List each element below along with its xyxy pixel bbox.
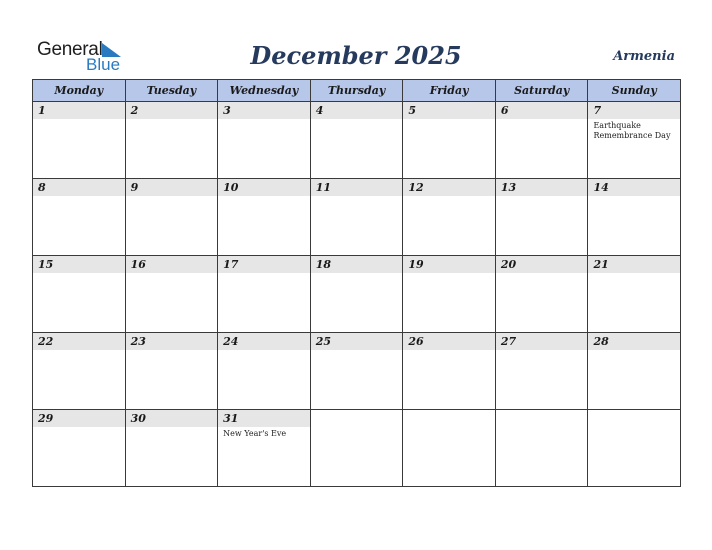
calendar-day-cell [588,179,680,255]
calendar-week-row [33,256,680,333]
calendar-day-cell [588,333,680,409]
weekday-header: Saturday [496,80,589,101]
day-number: 19 [403,256,495,273]
day-number: 29 [33,410,125,427]
day-number: 11 [311,179,403,196]
holiday-label [403,119,495,121]
day-number: 8 [33,179,125,196]
day-number: 20 [496,256,588,273]
calendar-day-cell [496,102,589,178]
calendar-day-cell [126,333,219,409]
weekday-header: Sunday [611,84,657,97]
day-number: 14 [588,179,680,196]
holiday-label [403,427,495,429]
calendar-day-cell [126,179,219,255]
calendar-day-cell [403,179,496,255]
calendar-day-cell [311,256,404,332]
calendar-day-cell [403,410,496,486]
calendar-day-cell [588,256,680,332]
calendar-day-cell [403,333,496,409]
day-number [403,410,495,427]
holiday-label [496,196,588,198]
holiday-label [403,196,495,198]
day-number: 16 [126,256,218,273]
holiday-label [496,427,588,429]
holiday-label [126,119,218,121]
calendar-title: December 2025 [250,41,462,70]
day-number [311,410,403,427]
calendar-day-cell [33,256,126,332]
holiday-label [126,196,218,198]
day-number: 2 [126,102,218,119]
calendar-day-cell [33,333,126,409]
day-number [588,410,680,427]
day-number [496,410,588,427]
calendar-day-cell [218,333,311,409]
day-number: 13 [496,179,588,196]
holiday-label [311,427,403,429]
calendar-day-cell [496,256,589,332]
calendar-day-cell [126,256,219,332]
calendar-day-cell [218,410,311,486]
holiday-label [311,119,403,121]
day-number: 22 [33,333,125,350]
day-number: 5 [403,102,495,119]
holiday-label [126,273,218,275]
weekday-header-row [33,80,680,102]
calendar-day-cell [311,410,404,486]
day-number: 27 [496,333,588,350]
holiday-label [33,119,125,121]
weekday-header: Monday [33,80,126,101]
day-number: 17 [218,256,310,273]
holiday-label: Earthquake Remembrance Day [593,121,671,140]
holiday-label [311,273,403,275]
calendar-day-cell [218,256,311,332]
day-number: 3 [218,102,310,119]
holiday-label [588,273,680,275]
holiday-label [33,196,125,198]
holiday-label [588,427,680,429]
calendar-day-cell [218,102,311,178]
day-number: 28 [588,333,680,350]
holiday-label [311,350,403,352]
holiday-label [218,273,310,275]
day-number: 7 [588,102,680,119]
calendar-day-cell [33,410,126,486]
calendar-day-cell [588,102,680,178]
holiday-label [496,119,588,121]
day-number: 30 [126,410,218,427]
day-number: 31 [218,410,310,427]
country-label: Armenia [613,49,675,64]
day-number: 26 [403,333,495,350]
calendar-day-cell [403,102,496,178]
weekday-header: Thursday [311,80,404,101]
day-number: 4 [311,102,403,119]
day-number: 12 [403,179,495,196]
calendar-day-cell [218,179,311,255]
calendar-week-row [33,410,680,486]
calendar-day-cell [33,179,126,255]
day-number: 1 [33,102,125,119]
holiday-label [496,273,588,275]
day-number: 15 [33,256,125,273]
weeks-container [33,102,680,486]
calendar-day-cell [311,333,404,409]
holiday-label [218,119,310,121]
calendar-day-cell [311,179,404,255]
calendar-grid [32,79,681,487]
calendar-week-row [33,333,680,410]
holiday-label [33,350,125,352]
calendar-day-cell [588,410,680,486]
weekday-header: Wednesday [218,80,311,101]
calendar-day-cell [126,102,219,178]
holiday-label [588,350,680,352]
holiday-label [218,350,310,352]
holiday-label: New Year's Eve [223,429,287,438]
holiday-label [403,273,495,275]
holiday-label [403,350,495,352]
day-number: 24 [218,333,310,350]
calendar-week-row [33,102,680,179]
calendar-week-row [33,179,680,256]
calendar-day-cell [33,102,126,178]
day-number: 9 [126,179,218,196]
weekday-header: Tuesday [126,80,219,101]
calendar-day-cell [496,333,589,409]
holiday-label [588,196,680,198]
holiday-label [496,350,588,352]
day-number: 21 [588,256,680,273]
holiday-label [33,427,125,429]
day-number: 18 [311,256,403,273]
day-number: 25 [311,333,403,350]
holiday-label [126,350,218,352]
calendar-day-cell [496,179,589,255]
day-number: 6 [496,102,588,119]
calendar-day-cell [496,410,589,486]
weekday-header: Friday [403,80,496,101]
day-number: 23 [126,333,218,350]
holiday-label [33,273,125,275]
calendar-day-cell [403,256,496,332]
calendar-day-cell [311,102,404,178]
holiday-label [126,427,218,429]
holiday-label [218,196,310,198]
day-number: 10 [218,179,310,196]
logo-text-blue: Blue [86,55,121,74]
logo-text-general: General [37,39,103,60]
calendar-day-cell [126,410,219,486]
holiday-label [311,196,403,198]
